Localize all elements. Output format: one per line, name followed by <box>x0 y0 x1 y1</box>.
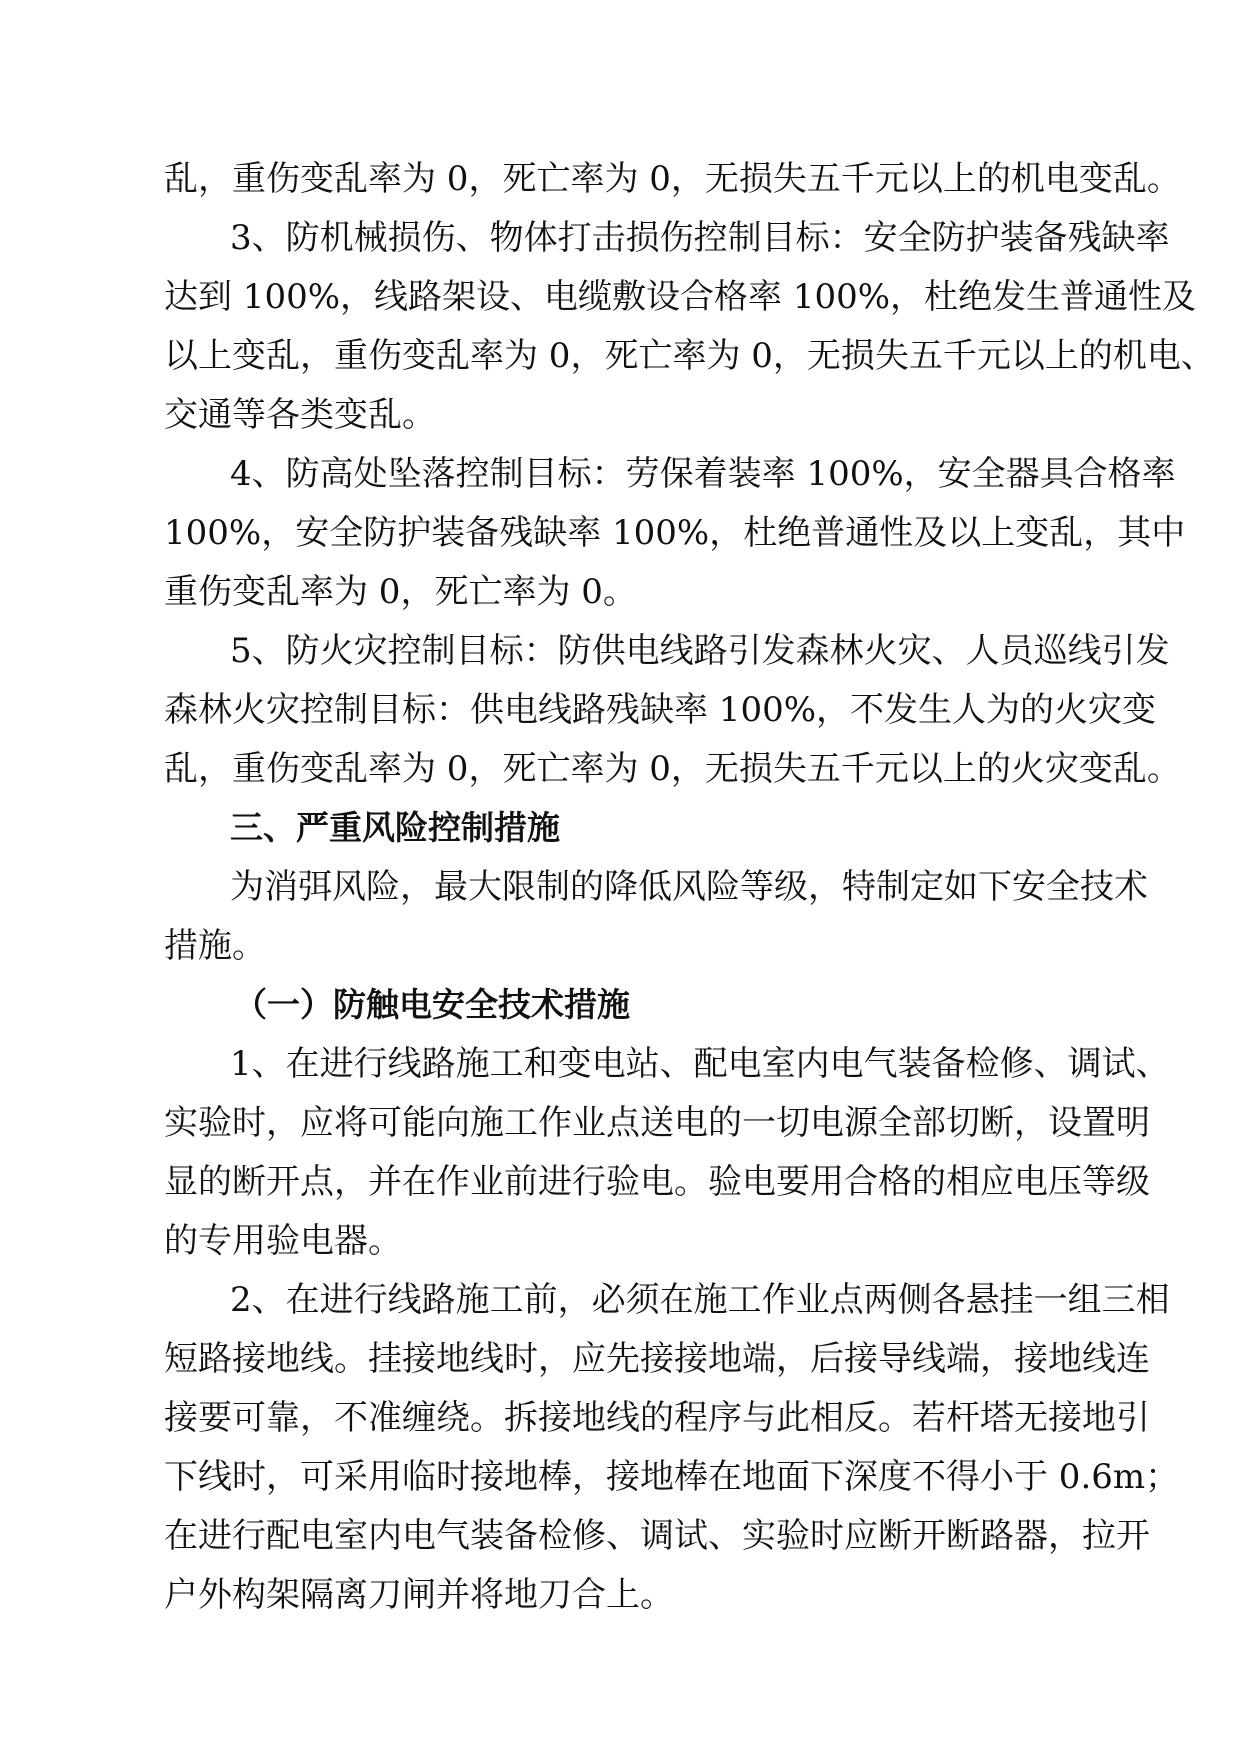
body-text-line: 5、防火灾控制目标：防供电线路引发森林火灾、人员巡线引发 <box>230 631 1170 671</box>
body-text-line: 重伤变乱率为 0，死亡率为 0。 <box>164 572 637 612</box>
body-text-line: 2、在进行线路施工前，必须在施工作业点两侧各悬挂一组三相 <box>230 1280 1170 1320</box>
body-text-line: 显的断开点，并在作业前进行验电。验电要用合格的相应电压等级 <box>164 1162 1150 1202</box>
body-text-line: 4、防高处坠落控制目标：劳保着装率 100%，安全器具合格率 <box>230 454 1176 494</box>
body-text-line: 为消弭风险，最大限制的降低风险等级，特制定如下安全技术 <box>230 867 1148 907</box>
body-text-line: 3、防机械损伤、物体打击损伤控制目标：安全防护装备残缺率 <box>230 218 1170 258</box>
body-text-line: 交通等各类变乱。 <box>164 395 436 435</box>
body-text-line: 下线时，可采用临时接地棒，接地棒在地面下深度不得小于 0.6m； <box>164 1457 1180 1497</box>
body-text-line: 接要可靠，不准缠绕。拆接地线的程序与此相反。若杆塔无接地引 <box>164 1398 1150 1438</box>
body-text-line: 乱，重伤变乱率为 0，死亡率为 0，无损失五千元以上的火灾变乱。 <box>164 749 1181 789</box>
body-text-line: 措施。 <box>164 926 266 966</box>
body-text-line: 的专用验电器。 <box>164 1221 402 1261</box>
section-heading: 三、严重风险控制措施 <box>230 808 560 847</box>
body-text-line: 实验时，应将可能向施工作业点送电的一切电源全部切断，设置明 <box>164 1103 1150 1143</box>
body-text-line: 在进行配电室内电气装备检修、调试、实验时应断开断路器，拉开 <box>164 1516 1150 1556</box>
body-text-line: 乱，重伤变乱率为 0，死亡率为 0，无损失五千元以上的机电变乱。 <box>164 159 1181 199</box>
body-text-line: 短路接地线。挂接地线时，应先接接地端，后接导线端，接地线连 <box>164 1339 1150 1379</box>
body-text-line: 1、在进行线路施工和变电站、配电室内电气装备检修、调试、 <box>230 1044 1170 1084</box>
subsection-heading: （一）防触电安全技术措施 <box>234 985 630 1024</box>
body-text-line: 100%，安全防护装备残缺率 100%，杜绝普通性及以上变乱，其中 <box>164 513 1186 553</box>
body-text-line: 户外构架隔离刀闸并将地刀合上。 <box>164 1575 674 1615</box>
body-text-line: 森林火灾控制目标：供电线路残缺率 100%，不发生人为的火灾变 <box>164 690 1157 730</box>
body-text-line: 达到 100%，线路架设、电缆敷设合格率 100%，杜绝发生普通性及 <box>164 277 1197 317</box>
body-text-line: 以上变乱，重伤变乱率为 0，死亡率为 0，无损失五千元以上的机电、 <box>164 336 1215 376</box>
